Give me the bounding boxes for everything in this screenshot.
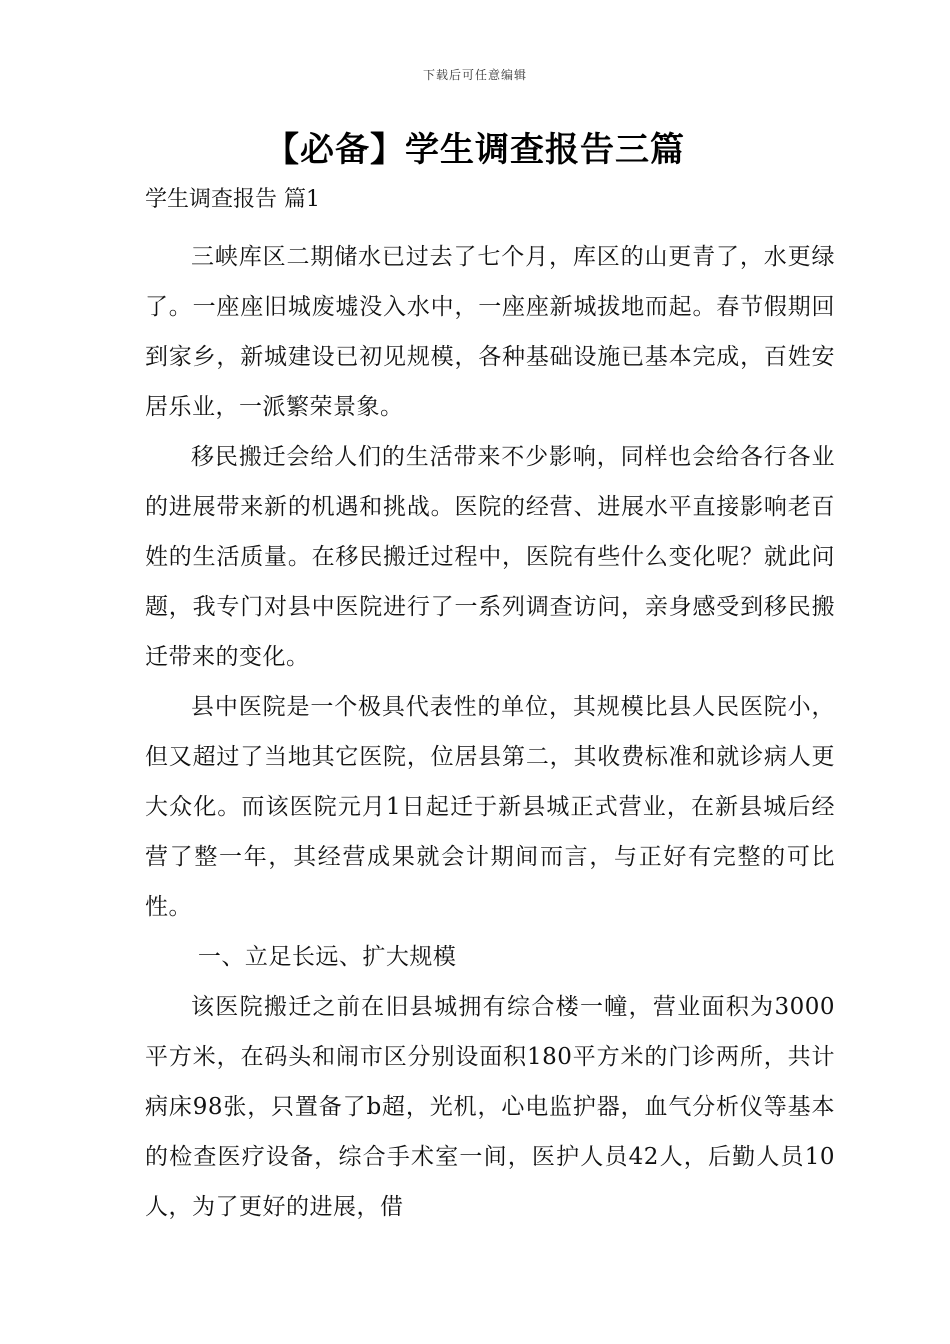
body-paragraph: 县中医院是一个极具代表性的单位，其规模比县人民医院小，但又超过了当地其它医院，位居县第二，其收费标准和就诊病人更大众化。而该医院元月1日起迁于新县城正式营业，在新县城后经营了整一年，其经营成果就会计期间而言，与正好有完整的可比性。 <box>145 694 835 920</box>
document-title: 【必备】学生调查报告三篇 <box>265 130 685 170</box>
document-body <box>145 232 835 1232</box>
header-note: 下载后可任意编辑 <box>422 68 527 82</box>
section-heading: 学生调查报告 篇1 <box>145 187 320 212</box>
body-paragraph: 移民搬迁会给人们的生活带来不少影响，同样也会给各行各业的进展带来新的机遇和挑战。医院的经营、进展水平直接影响老百姓的生活质量。在移民搬迁过程中，医院有些什么变化呢？就此问题，我专门对县中医院进行了一系列调查访问，亲身感受到移民搬迁带来的变化。 <box>145 444 835 670</box>
body-paragraph: 三峡库区二期储水已过去了七个月，库区的山更青了，水更绿了。一座座旧城废墟没入水中，一座座新城拔地而起。春节假期回到家乡，新城建设已初见规模，各种基础设施已基本完成，百姓安居乐业，一派繁荣景象。 <box>145 244 835 420</box>
body-paragraph: 该医院搬迁之前在旧县城拥有综合楼一幢，营业面积为3000平方米，在码头和闹市区分别设面积180平方米的门诊两所，共计病床98张，只置备了b超，光机，心电监护器，血气分析仪等基本的检查医疗设备，综合手术室一间，医护人员42人，后勤人员10人，为了更好的进展，借 <box>145 994 835 1220</box>
subheading: 一、立足长远、扩大规模 <box>197 944 457 970</box>
